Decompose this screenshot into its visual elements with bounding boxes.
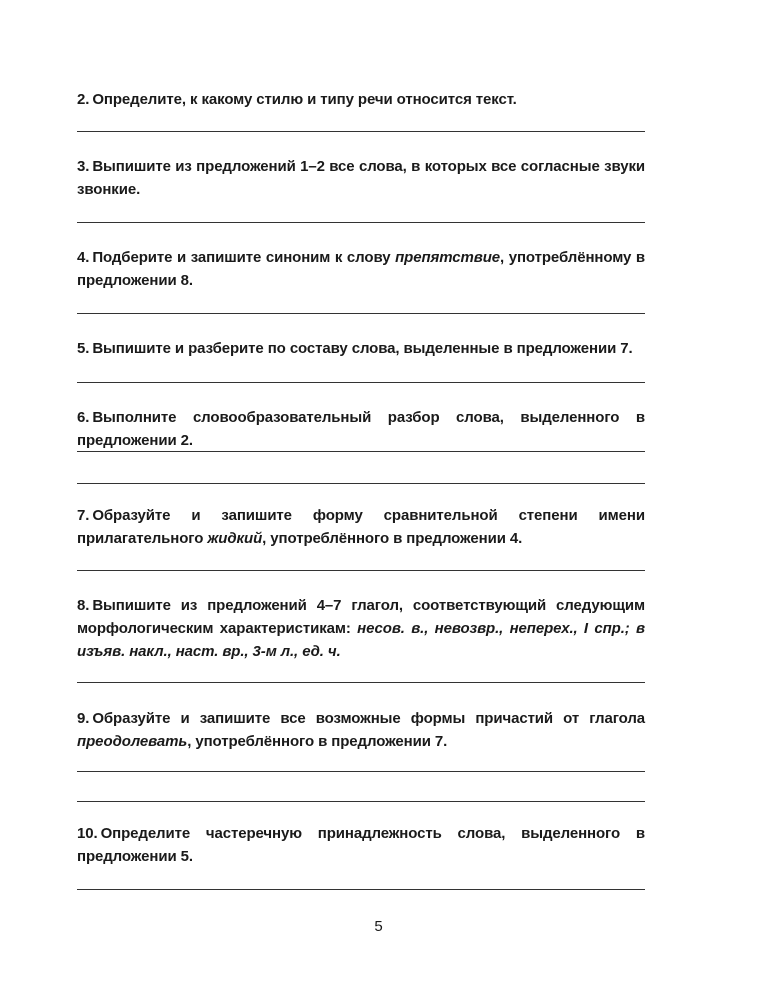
answer-line[interactable] <box>77 682 645 683</box>
question-9: 9. Образуйте и запишите все возможные формы причастий от глагола преодолевать, употреблённого в предложении 7. <box>77 710 645 750</box>
question-8: 8. Выпишите из предложений 4–7 глагол, соответствующий следующим морфологическим характеристикам: несов. в., невозвр., неперех., I спр.; в изъяв. накл., наст. вр., 3-м л., ед. ч. <box>77 597 645 660</box>
answer-line[interactable] <box>77 313 645 314</box>
page-number: 5 <box>374 918 383 935</box>
answer-line[interactable] <box>77 382 645 383</box>
question-10: 10. Определите частеречную принадлежность слова, выделенного в предложении 5. <box>77 825 645 865</box>
answer-line[interactable] <box>77 570 645 571</box>
question-6: 6. Выполните словообразовательный разбор слова, выделенного в предложении 2. <box>77 409 645 449</box>
question-2: 2. Определите, к какому стилю и типу речи относится текст. <box>77 91 517 108</box>
question-5: 5. Выпишите и разберите по составу слова, выделенные в предложении 7. <box>77 340 633 357</box>
question-7: 7. Образуйте и запишите форму сравнительной степени имени прилагательного жидкий, употреблённого в предложении 4. <box>77 507 645 547</box>
answer-line[interactable] <box>77 889 645 890</box>
answer-line[interactable] <box>77 801 645 802</box>
answer-line[interactable] <box>77 131 645 132</box>
answer-line[interactable] <box>77 771 645 772</box>
answer-line[interactable] <box>77 483 645 484</box>
answer-line[interactable] <box>77 451 645 452</box>
answer-line[interactable] <box>77 222 645 223</box>
question-3: 3. Выпишите из предложений 1–2 все слова, в которых все согласные звуки звонкие. <box>77 158 645 198</box>
question-4: 4. Подберите и запишите синоним к слову препятствие, употреблённому в предложении 8. <box>77 249 646 289</box>
